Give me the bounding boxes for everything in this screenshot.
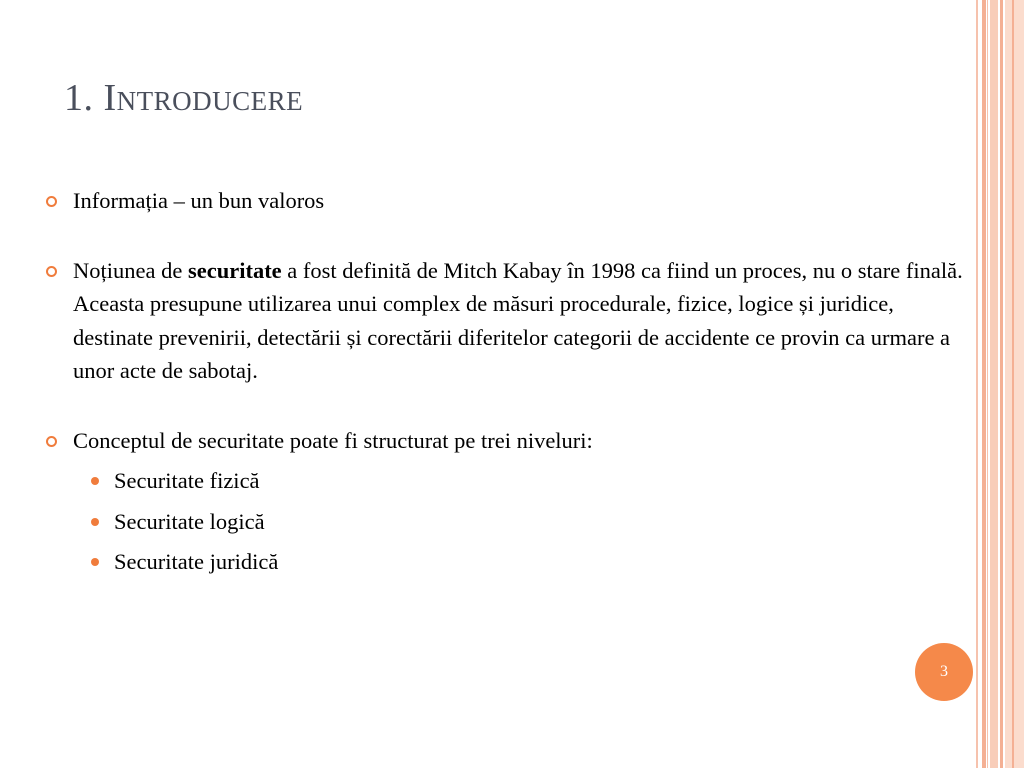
bullet-item xyxy=(44,184,974,218)
decorative-stripe xyxy=(990,0,998,768)
bullet-item xyxy=(44,254,974,388)
decorative-stripe xyxy=(987,0,988,768)
bullet-text-post: a fost definită de Mitch Kabay în 1998 ca fiind un proces, nu o stare finală. Aceasta presupune utilizarea unui complex de măsuri procedurale, fizice, logice și juridice, destinate prevenirii, detectării și corectării diferitelor categorii de accidente ce provin ca urmare a unor acte de sabotaj. xyxy=(73,257,963,383)
sub-bullet-text: Securitate juridică xyxy=(114,549,279,574)
dot-bullet-icon xyxy=(91,518,99,526)
bullet-item xyxy=(44,424,974,458)
dot-bullet-icon xyxy=(91,477,99,485)
sub-bullet-text: Securitate logică xyxy=(114,508,265,534)
slide-body xyxy=(44,184,974,583)
decorative-stripe xyxy=(976,0,978,768)
sub-bullet-item xyxy=(44,542,974,583)
decorative-stripe xyxy=(982,0,986,768)
slide-title: 1. Introducere xyxy=(64,77,304,119)
decorative-stripe xyxy=(1000,0,1003,768)
page-number-badge xyxy=(915,643,973,701)
ring-bullet-icon xyxy=(46,266,57,277)
sub-bullet-list xyxy=(44,461,974,583)
ring-bullet-icon xyxy=(46,436,57,447)
bullet-text: Informația – un bun valoros xyxy=(73,188,325,213)
decorative-stripe xyxy=(1005,0,1024,768)
sub-bullet-text: Securitate fizică xyxy=(114,468,260,493)
bullet-text-bold: securitate xyxy=(187,257,282,283)
sub-bullet-item xyxy=(44,461,974,502)
decorative-stripe xyxy=(1012,0,1014,768)
bullet-text-pre: Noțiunea de xyxy=(73,257,188,283)
ring-bullet-icon xyxy=(46,196,57,207)
page-number: 3 xyxy=(940,663,948,680)
bullet-text: Conceptul de securitate poate fi structurat pe trei niveluri: xyxy=(73,427,593,453)
sub-bullet-item xyxy=(44,502,974,543)
dot-bullet-icon xyxy=(91,558,99,566)
